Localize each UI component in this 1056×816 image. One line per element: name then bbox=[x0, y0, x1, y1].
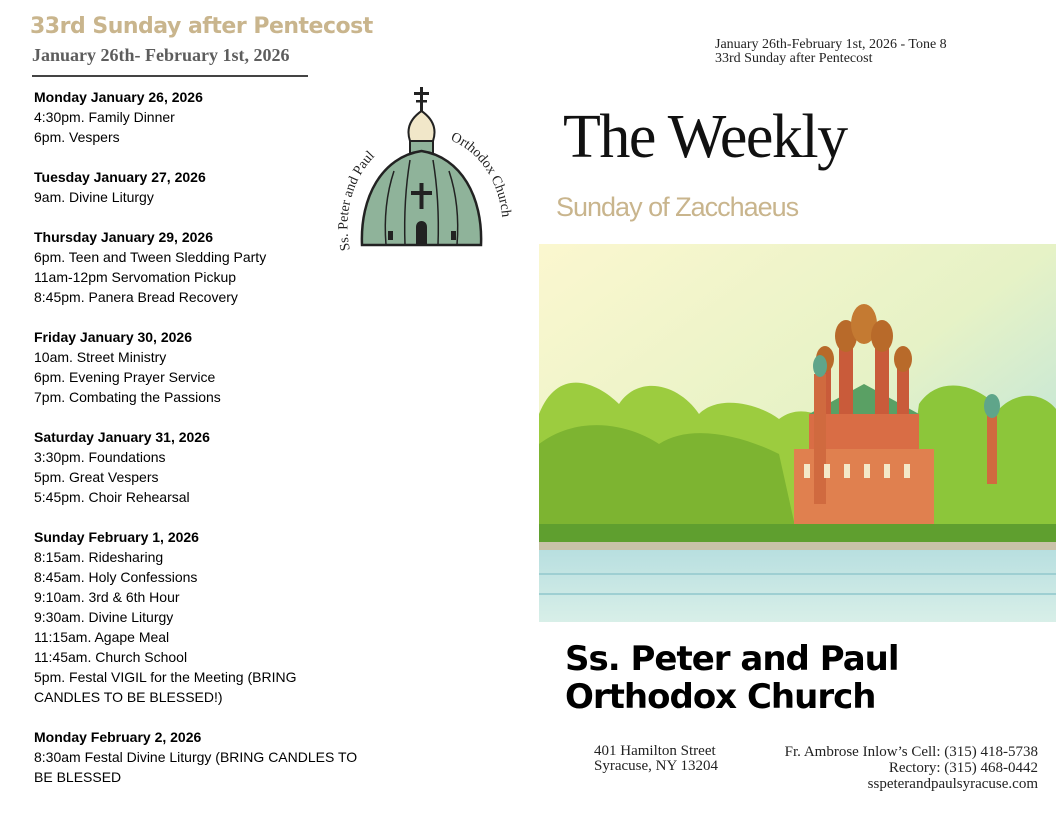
contact-website: sspeterandpaulsyracuse.com bbox=[867, 776, 1038, 792]
schedule-event: 4:30pm. Family Dinner bbox=[34, 109, 175, 125]
schedule-event: 9am. Divine Liturgy bbox=[34, 189, 154, 205]
cross-icon bbox=[414, 87, 429, 111]
schedule-day-heading: Tuesday January 27, 2026 bbox=[34, 169, 206, 185]
schedule-day bbox=[34, 527, 364, 707]
schedule-day-heading: Monday January 26, 2026 bbox=[34, 89, 203, 105]
schedule-event: 11:15am. Agape Meal bbox=[34, 629, 170, 645]
schedule-day bbox=[34, 727, 364, 787]
address-city: Syracuse, NY 13204 bbox=[594, 758, 719, 774]
contact-cell: Fr. Ambrose Inlow’s Cell: (315) 418-5738 bbox=[784, 744, 1038, 760]
schedule-event: 6pm. Vespers bbox=[34, 129, 120, 145]
schedule-day bbox=[34, 327, 364, 407]
schedule-day-heading: Friday January 30, 2026 bbox=[34, 329, 192, 345]
schedule-day-heading: Thursday January 29, 2026 bbox=[34, 229, 213, 245]
issue-header bbox=[715, 38, 947, 66]
schedule-day bbox=[34, 87, 364, 147]
logo-right-text: Orthodox Church bbox=[448, 129, 514, 218]
church-name bbox=[565, 640, 899, 716]
schedule-day-heading: Monday February 2, 2026 bbox=[34, 729, 202, 745]
schedule-event: 5pm. Festal VIGIL for the Meeting (BRING CANDLES TO BE BLESSED!) bbox=[34, 669, 297, 705]
issue-header-sunday: 33rd Sunday after Pentecost bbox=[715, 51, 873, 66]
schedule-event: 11am-12pm Servomation Pickup bbox=[34, 269, 237, 285]
schedule-event: 5:45pm. Choir Rehearsal bbox=[34, 489, 190, 505]
church-name-line2: Orthodox Church bbox=[565, 677, 876, 717]
church-dome-logo bbox=[330, 85, 520, 265]
schedule-event: 8:45am. Holy Confessions bbox=[34, 569, 198, 585]
church-watercolor-image bbox=[539, 244, 1056, 622]
schedule-event: 6pm. Evening Prayer Service bbox=[34, 369, 216, 385]
logo-left-text: Ss. Peter and Paul bbox=[336, 148, 378, 252]
schedule-event: 8:45pm. Panera Bread Recovery bbox=[34, 289, 238, 305]
schedule-event: 6pm. Teen and Tween Sledding Party bbox=[34, 249, 267, 265]
address-street: 401 Hamilton Street bbox=[594, 743, 716, 759]
contact-info bbox=[785, 744, 1038, 792]
schedule-event: 7pm. Combating the Passions bbox=[34, 389, 221, 405]
schedule-event: 9:10am. 3rd & 6th Hour bbox=[34, 589, 180, 605]
schedule-event: 9:30am. Divine Liturgy bbox=[34, 609, 174, 625]
schedule-day bbox=[34, 227, 364, 307]
sunday-name: Sunday of Zacchaeus bbox=[556, 192, 799, 222]
schedule-day bbox=[34, 427, 364, 507]
newsletter-title: The Weekly bbox=[563, 103, 847, 171]
issue-header-dates: January 26th-February 1st, 2026 - Tone 8 bbox=[715, 37, 947, 52]
bulletin-week-dates: January 26th- February 1st, 2026 bbox=[32, 45, 290, 65]
weekly-schedule bbox=[34, 87, 364, 807]
church-name-line1: Ss. Peter and Paul bbox=[565, 639, 899, 679]
contact-rectory: Rectory: (315) 468-0442 bbox=[888, 760, 1038, 776]
schedule-event: 11:45am. Church School bbox=[34, 649, 188, 665]
schedule-event: 10am. Street Ministry bbox=[34, 349, 167, 365]
church-address bbox=[594, 744, 718, 774]
schedule-event: 8:15am. Ridesharing bbox=[34, 549, 164, 565]
schedule-event: 5pm. Great Vespers bbox=[34, 469, 159, 485]
schedule-event: 8:30am Festal Divine Liturgy (BRING CANDLES TO BE BLESSED bbox=[34, 749, 358, 785]
schedule-day bbox=[34, 167, 364, 207]
schedule-day-heading: Saturday January 31, 2026 bbox=[34, 429, 210, 445]
schedule-event: 3:30pm. Foundations bbox=[34, 449, 166, 465]
divider-rule bbox=[32, 75, 308, 77]
schedule-day-heading: Sunday February 1, 2026 bbox=[34, 529, 199, 545]
bulletin-sunday-title: 33rd Sunday after Pentecost bbox=[30, 14, 373, 39]
